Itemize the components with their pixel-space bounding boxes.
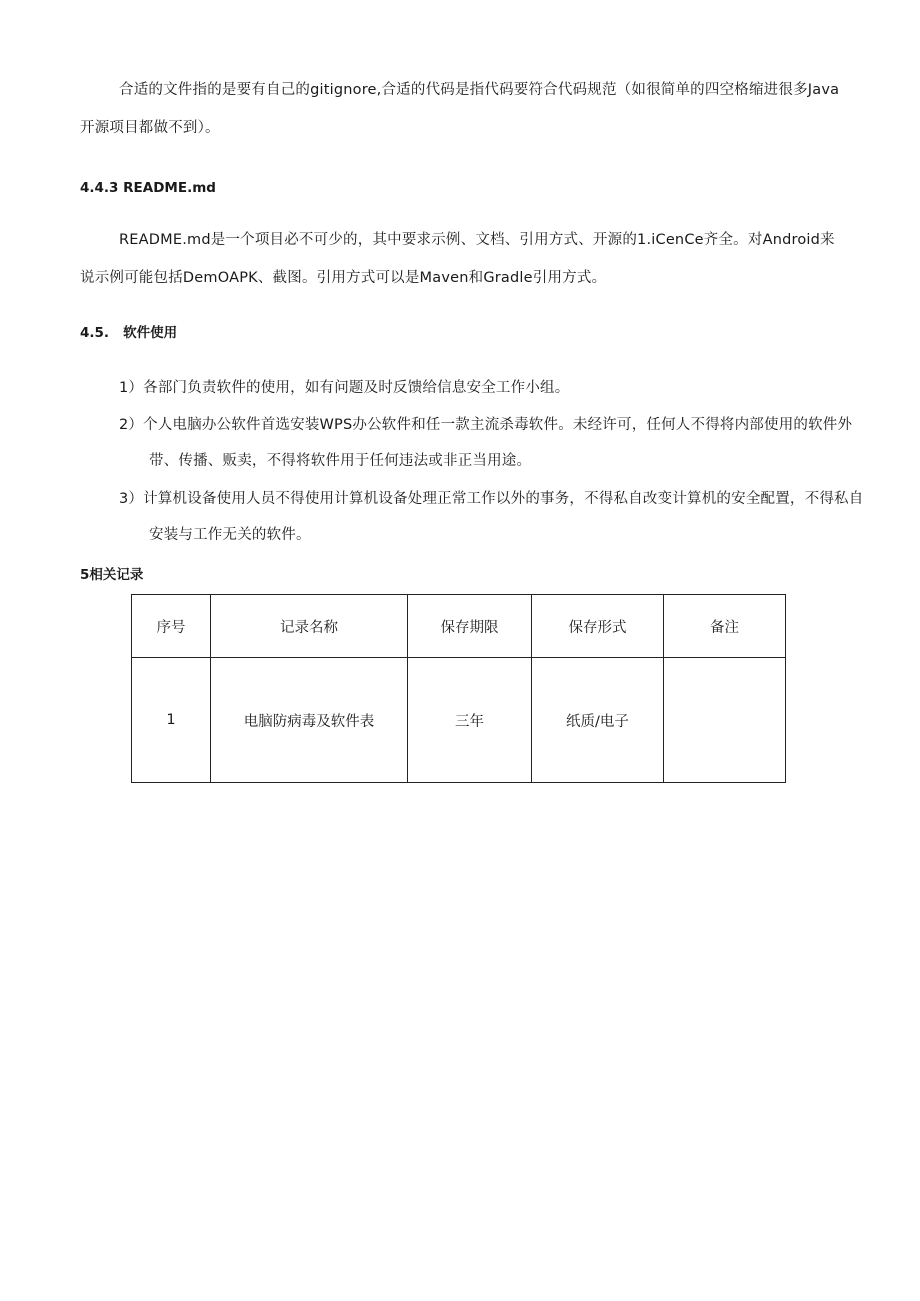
cell-record-name: 电脑防病毒及软件表 xyxy=(211,658,408,783)
column-header-index: 序号 xyxy=(132,595,211,658)
table-header-row xyxy=(132,595,786,658)
cell-retention-period: 三年 xyxy=(408,658,532,783)
cell-remarks xyxy=(664,658,786,783)
table-row xyxy=(132,658,786,783)
readme-paragraph: README.md是一个项目必不可少的，其中要求示例、文档、引用方式、开源的1.iCenCe齐全。对Android来说示例可能包括DemOAPK、截图。引用方式可以是Maven和Gradle引用方式。 xyxy=(80,232,835,286)
column-header-record-name: 记录名称 xyxy=(211,595,408,658)
section-heading-4-4-3: 4.4.3 README.md xyxy=(80,180,216,196)
cell-index: 1 xyxy=(132,658,211,783)
list-item-3: 3）计算机设备使用人员不得使用计算机设备处理正常工作以外的事务，不得私自改变计算机的安全配置，不得私自安装与工作无关的软件。 xyxy=(119,491,864,543)
column-header-remarks: 备注 xyxy=(664,595,786,658)
column-header-retention-period: 保存期限 xyxy=(408,595,532,658)
intro-paragraph: 合适的文件指的是要有自己的gitignore,合适的代码是指代码要符合代码规范（如很简单的四空格缩进很多Java开源项目都做不到）。 xyxy=(80,82,840,136)
cell-storage-form: 纸质/电子 xyxy=(532,658,664,783)
records-table xyxy=(131,594,786,783)
list-item-2: 2）个人电脑办公软件首选安装WPS办公软件和任一款主流杀毒软件。未经许可，任何人不得将内部使用的软件外带、传播、贩卖，不得将软件用于任何违法或非正当用途。 xyxy=(119,417,853,469)
section-heading-4-5: 4.5. 软件使用 xyxy=(80,325,178,341)
section-heading-5: 5相关记录 xyxy=(80,567,144,583)
list-item-1: 1）各部门负责软件的使用，如有问题及时反馈给信息安全工作小组。 xyxy=(119,380,570,396)
column-header-storage-form: 保存形式 xyxy=(532,595,664,658)
